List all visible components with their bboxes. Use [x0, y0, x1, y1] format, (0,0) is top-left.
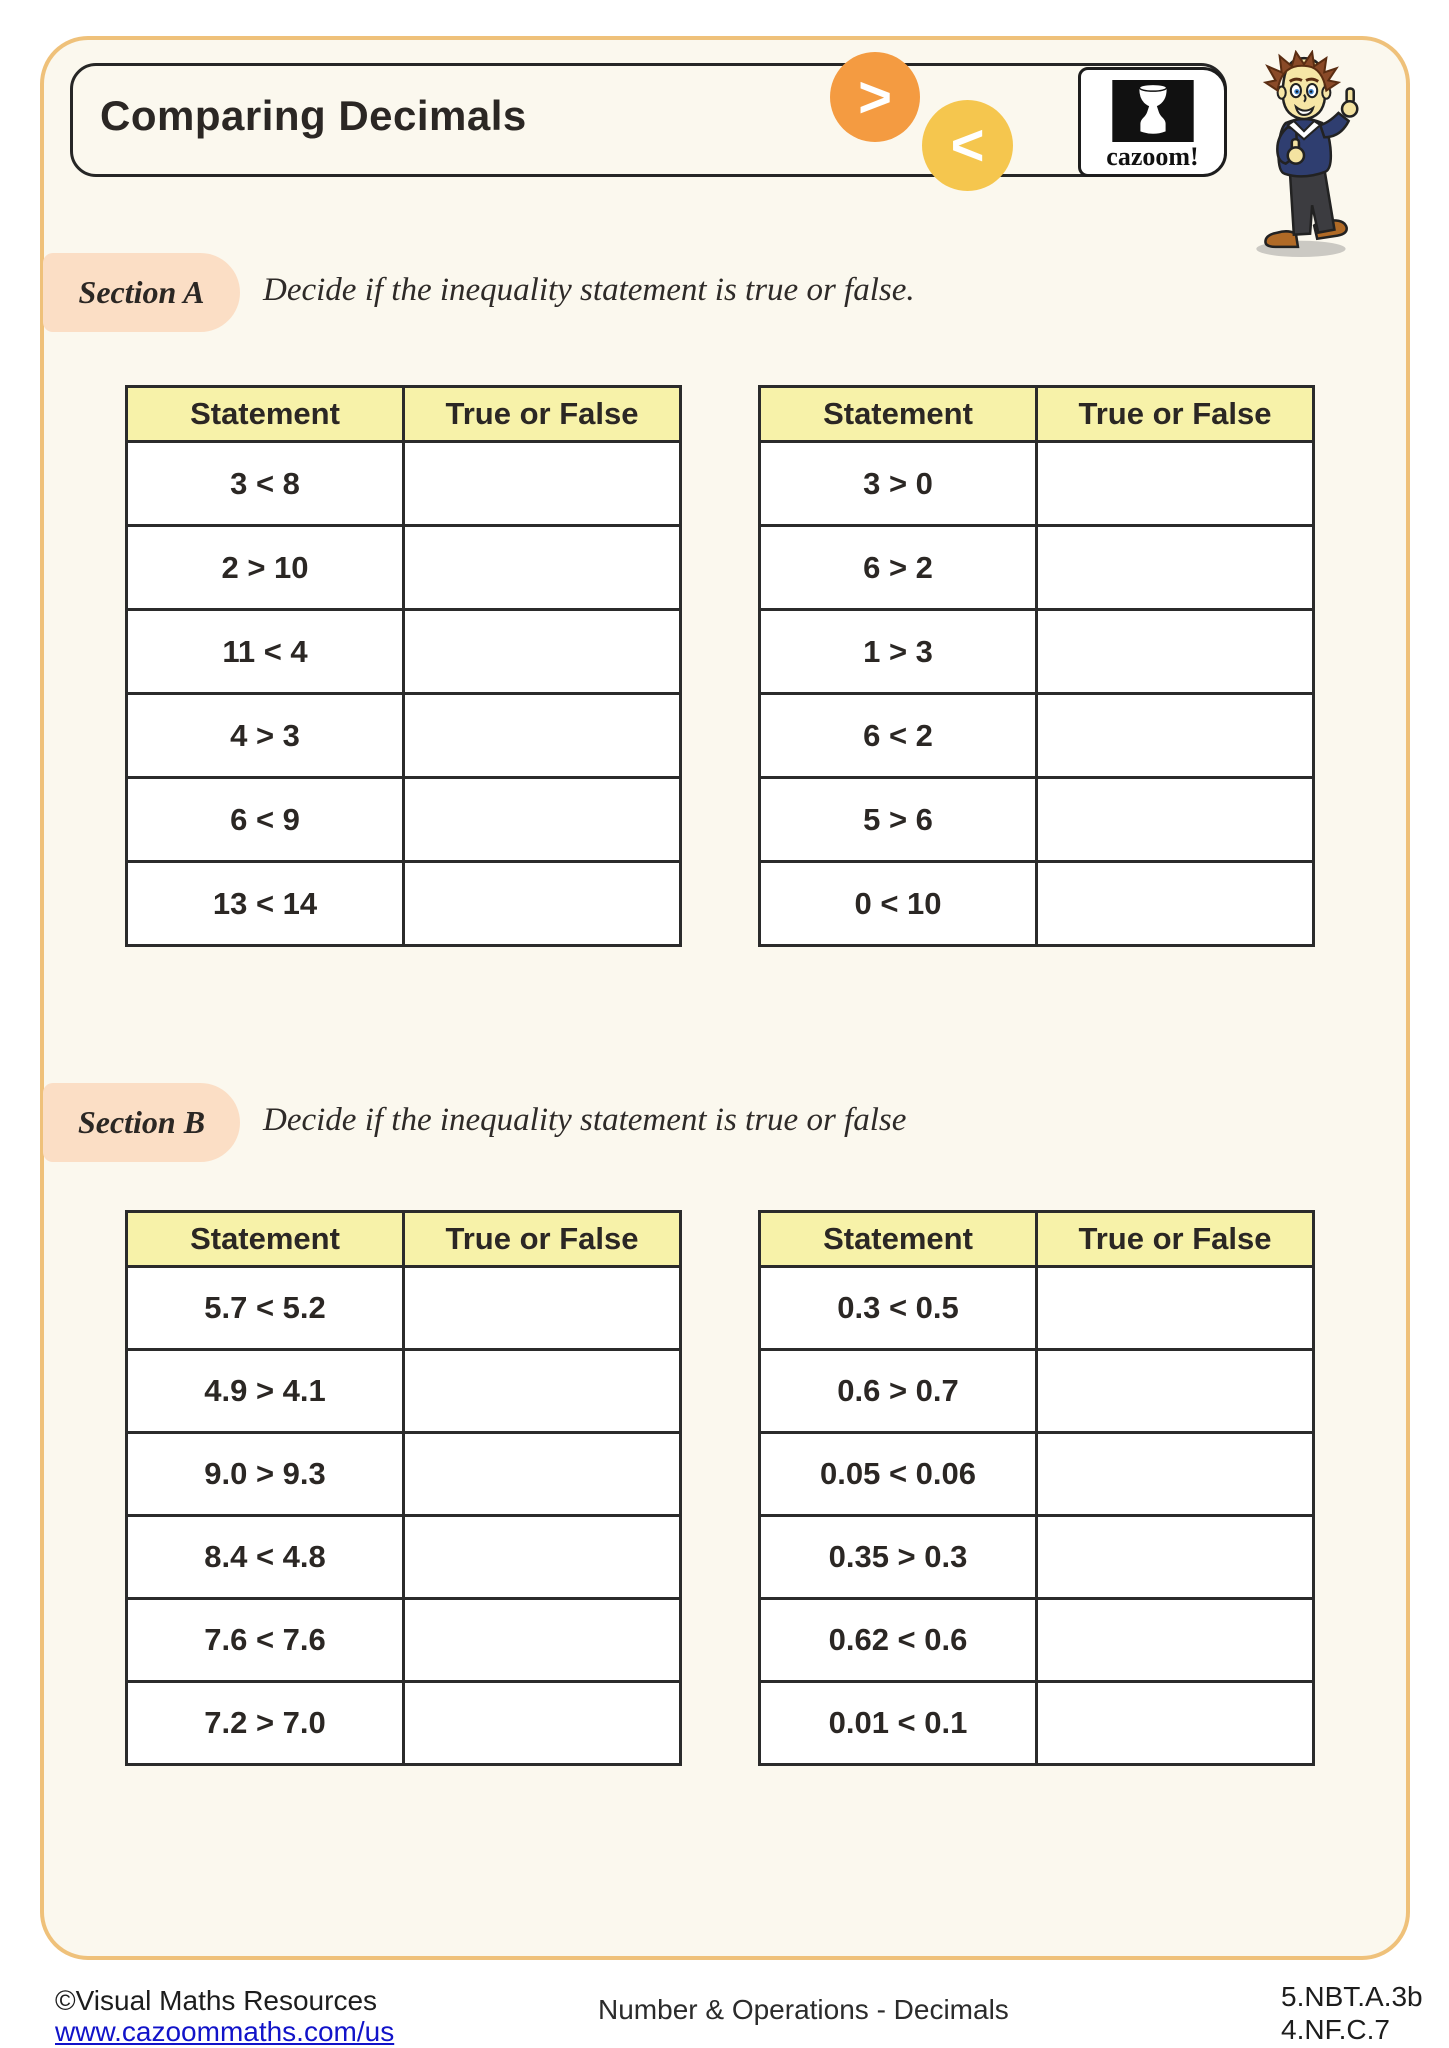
answer-cell[interactable]	[404, 526, 681, 610]
section-a-instruction: Decide if the inequality statement is true or false.	[263, 272, 915, 308]
statement-cell: 3 < 8	[127, 442, 404, 526]
answer-cell[interactable]	[1037, 442, 1314, 526]
statement-cell: 0.05 < 0.06	[760, 1433, 1037, 1516]
greater-than-icon: >	[858, 64, 892, 130]
statement-cell: 4.9 > 4.1	[127, 1350, 404, 1433]
statements-table	[125, 1210, 682, 1766]
statement-cell: 9.0 > 9.3	[127, 1433, 404, 1516]
table-row	[127, 442, 681, 526]
mascot-pants	[1290, 169, 1335, 235]
statements-table	[125, 385, 682, 947]
statement-cell: 7.6 < 7.6	[127, 1599, 404, 1682]
answer-cell[interactable]	[1037, 1350, 1314, 1433]
page-title: Comparing Decimals	[100, 92, 527, 139]
logo-wordmark: cazoom!	[1106, 142, 1199, 171]
section-b-pill	[43, 1083, 240, 1162]
answer-cell[interactable]	[404, 1267, 681, 1350]
answer-cell[interactable]	[404, 1682, 681, 1765]
statement-cell: 0 < 10	[760, 862, 1037, 946]
table-row	[127, 1267, 681, 1350]
section-b-instruction: Decide if the inequality statement is true or false	[263, 1102, 907, 1138]
statement-cell: 8.4 < 4.8	[127, 1516, 404, 1599]
statement-cell: 0.35 > 0.3	[760, 1516, 1037, 1599]
table-row	[760, 1433, 1314, 1516]
section-a-label: Section A	[78, 274, 205, 310]
mascot-boy	[1243, 50, 1365, 258]
table-row	[760, 526, 1314, 610]
statement-cell: 2 > 10	[127, 526, 404, 610]
mascot-right-sleeve	[1320, 113, 1348, 137]
statement-cell: 6 < 9	[127, 778, 404, 862]
statement-column-header: Statement	[760, 387, 1037, 442]
standards-codes	[1281, 1980, 1423, 2046]
table-row	[760, 862, 1314, 946]
table-row	[760, 1267, 1314, 1350]
answer-cell[interactable]	[404, 1516, 681, 1599]
less-than-badge	[922, 100, 1013, 191]
copyright-text: ©Visual Maths Resources	[55, 1985, 378, 2016]
section-b-label: Section B	[77, 1104, 206, 1140]
statement-cell: 5.7 < 5.2	[127, 1267, 404, 1350]
answer-cell[interactable]	[404, 442, 681, 526]
section-b-right-table	[758, 1210, 1315, 1766]
less-than-icon: <	[950, 113, 985, 178]
statement-cell: 0.6 > 0.7	[760, 1350, 1037, 1433]
answer-cell[interactable]	[1037, 1433, 1314, 1516]
topic-label: Number & Operations - Decimals	[598, 1994, 1009, 2025]
statement-cell: 1 > 3	[760, 610, 1037, 694]
statement-cell: 5 > 6	[760, 778, 1037, 862]
statement-column-header: Statement	[127, 387, 404, 442]
statement-cell: 0.3 < 0.5	[760, 1267, 1037, 1350]
mascot-right-thumb-up	[1342, 89, 1357, 117]
table-row	[760, 778, 1314, 862]
table-row	[127, 1516, 681, 1599]
statement-cell: 11 < 4	[127, 610, 404, 694]
answer-cell[interactable]	[1037, 694, 1314, 778]
table-row	[127, 1433, 681, 1516]
table-row	[760, 1516, 1314, 1599]
section-a-pill	[43, 253, 240, 332]
answer-cell[interactable]	[1037, 526, 1314, 610]
statements-table	[758, 385, 1315, 947]
statement-cell: 7.2 > 7.0	[127, 1682, 404, 1765]
table-row	[127, 610, 681, 694]
section-a-left-table	[125, 385, 682, 947]
table-row	[127, 862, 681, 946]
answer-cell[interactable]	[404, 694, 681, 778]
standard-code-1: 5.NBT.A.3b	[1281, 1981, 1423, 2012]
section-a-right-table	[758, 385, 1315, 947]
statement-cell: 0.01 < 0.1	[760, 1682, 1037, 1765]
djembe-drum-icon	[1111, 80, 1195, 142]
answer-cell[interactable]	[1037, 1267, 1314, 1350]
answer-cell[interactable]	[404, 862, 681, 946]
table-row	[760, 1350, 1314, 1433]
table-row	[127, 694, 681, 778]
table-row	[127, 526, 681, 610]
table-row	[127, 1599, 681, 1682]
section-b-left-table	[125, 1210, 682, 1766]
table-row	[760, 610, 1314, 694]
answer-cell[interactable]	[404, 1599, 681, 1682]
answer-cell[interactable]	[1037, 610, 1314, 694]
answer-cell[interactable]	[404, 778, 681, 862]
statement-cell: 13 < 14	[127, 862, 404, 946]
answer-cell[interactable]	[1037, 862, 1314, 946]
answer-cell[interactable]	[1037, 1599, 1314, 1682]
true-false-column-header: True or False	[1037, 1212, 1314, 1267]
answer-cell[interactable]	[404, 610, 681, 694]
table-row	[760, 442, 1314, 526]
answer-cell[interactable]	[1037, 1516, 1314, 1599]
statement-cell: 3 > 0	[760, 442, 1037, 526]
true-false-column-header: True or False	[1037, 387, 1314, 442]
answer-cell[interactable]	[1037, 1682, 1314, 1765]
statement-cell: 4 > 3	[127, 694, 404, 778]
statement-column-header: Statement	[760, 1212, 1037, 1267]
website-link[interactable]: www.cazoommaths.com/us	[55, 2016, 395, 2047]
table-row	[760, 694, 1314, 778]
table-row	[127, 778, 681, 862]
statements-table	[758, 1210, 1315, 1766]
table-row	[127, 1350, 681, 1433]
true-false-column-header: True or False	[404, 387, 681, 442]
standard-code-2: 4.NF.C.7	[1281, 2014, 1390, 2046]
answer-cell[interactable]	[404, 1433, 681, 1516]
greater-than-badge	[830, 52, 920, 142]
table-row	[127, 1682, 681, 1765]
statement-cell: 0.62 < 0.6	[760, 1599, 1037, 1682]
table-row	[760, 1682, 1314, 1765]
statement-column-header: Statement	[127, 1212, 404, 1267]
cazoom-logo	[1078, 67, 1227, 177]
answer-cell[interactable]	[1037, 778, 1314, 862]
table-row	[760, 1599, 1314, 1682]
answer-cell[interactable]	[404, 1350, 681, 1433]
true-false-column-header: True or False	[404, 1212, 681, 1267]
statement-cell: 6 > 2	[760, 526, 1037, 610]
statement-cell: 6 < 2	[760, 694, 1037, 778]
